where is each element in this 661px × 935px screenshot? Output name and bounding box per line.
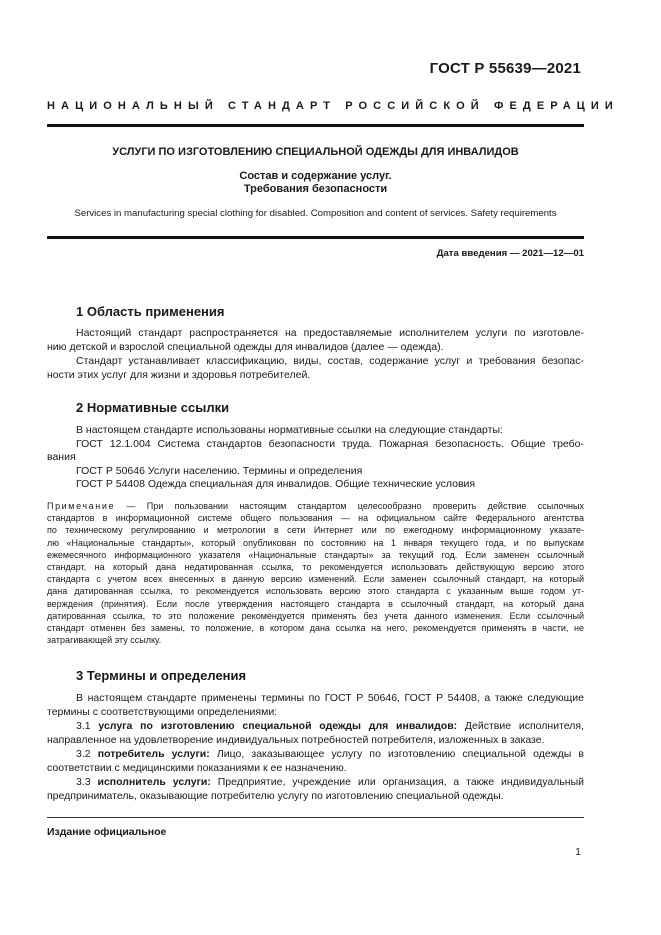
section-2-note: Примечание — При пользовании настоящим стандартом целесообразно проверить действие ссылочных стандартов в информационной системе общего пользования — на официальном сайте Федерального агентства по техническому регулированию и метрологии в сети Интернет или по ежегодному информационному указате- лю «Национальные стандарты», который опубликован по состоянию на 1 января текущего года, и по выпускам ежемесячного информационного указателя «Национальные стандарты» за текущий год. Если заменен ссылочный стандарт, на который дана недатированная ссылка, то рекомендуется использовать действующую версию этого стандарта с учетом всех внесенных в данную версию изменений. Если заменен ссылочный стандарт, на который дана датированная ссылка, то рекомендуется использовать версию этого стандарта с указанным выше годом ут- верждения (принятия). Если после утверждения настоящего стандарта в ссылочный стандарт, на который дана датированная ссылка, то это положение рекомендуется применять без учета данного изменения. Если ссылочный стандарт отменен без замены, то положение, в котором дана ссылка на него, рекомендуется применять в части, не затрагивающей эту ссылку. [47,501,584,646]
introduction-date: Дата введения — 2021—12—01 [436,248,584,259]
english-title: Services in manufacturing special clothing for disabled. Composition and content of services. Safety requirements [74,208,557,219]
term-3-2: 3.2 потребитель услуги: Лицо, заказывающее услугу по изготовлению специальной одежды в соответствии с медицинскими показаниями к ее назначению. [47,748,584,774]
footer-divider [47,817,584,818]
section-3-intro: В настоящем стандарте применены термины по ГОСТ Р 50646, ГОСТ Р 54408, а также следующие термины с соответствующими определениями: [47,692,584,718]
document-subtitle-2: Требования безопасности [243,183,388,195]
section-2-heading: 2 Нормативные ссылки [76,400,230,415]
term-3-3: 3.3 исполнитель услуги: Предприятие, учреждение или организация, а также индивидуальный предприниматель, оказывающие потребителю услугу по изготовлению специальной одежды. [47,776,585,802]
document-title: УСЛУГИ ПО ИЗГОТОВЛЕНИЮ СПЕЦИАЛЬНОЙ ОДЕЖДЫ ДЛЯ ИНВАЛИДОВ [112,146,519,158]
document-code: ГОСТ Р 55639—2021 [429,60,581,77]
section-1-paragraph-2: Стандарт устанавливает классификацию, виды, состав, содержание услуг и требования безопас- ности этих услуг для жизни и здоровья потребителей. [47,355,584,381]
section-1-paragraph-1: Настоящий стандарт распространяется на предоставляемые исполнителем услуги по изготовле- нию детской и взрослой специальной одежды для инвалидов (далее — одежда). [47,327,584,353]
header-divider [47,124,584,127]
page-number: 1 [575,846,581,858]
title-divider [47,236,584,239]
section-1-heading: 1 Область применения [76,304,225,319]
section-3-heading: 3 Термины и определения [76,668,247,683]
national-standard-banner: НАЦИОНАЛЬНЫЙ СТАНДАРТ РОССИЙСКОЙ ФЕДЕРАЦИИ [47,100,619,112]
document-subtitle-1: Состав и содержание услуг. [239,170,392,182]
term-3-1: 3.1 услуга по изготовлению специальной одежды для инвалидов: Действие исполнителя, направленное на удовлетворение индивидуальных потребностей потребителя, изложенных в заказе. [47,720,584,746]
official-edition-label: Издание официальное [47,826,167,838]
section-2-references: В настоящем стандарте использованы нормативные ссылки на следующие стандарты: ГОСТ 12.1.004 Система стандартов безопасности труда. Пожарная безопасность. Общие требо- вания ГОСТ Р 50646 Услуги населению. Термины и определения ГОСТ Р 54408 Одежда специальная для инвалидов. Общие технические условия [47,424,584,490]
